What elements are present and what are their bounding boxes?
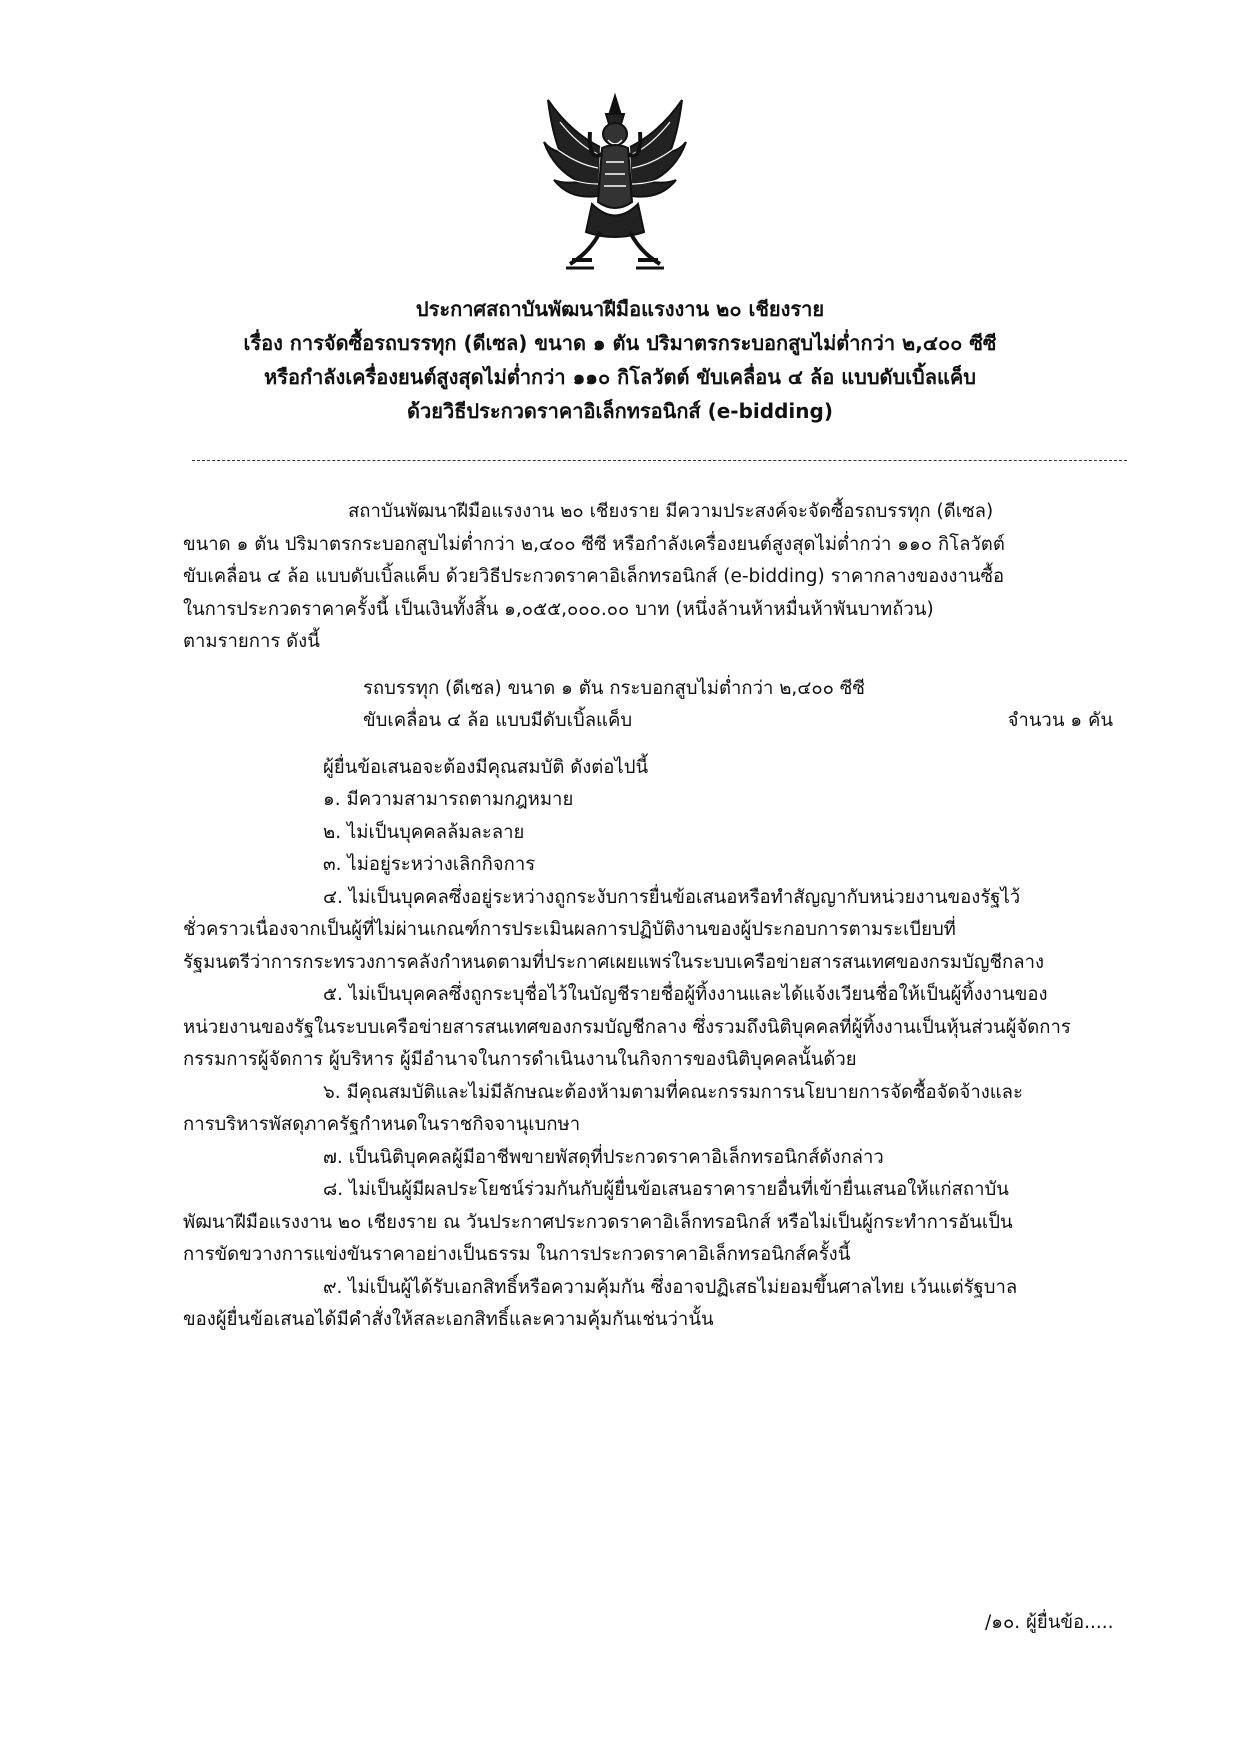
qualification-item: ๙. ไม่เป็นผู้ได้รับเอกสิทธิ์หรือความคุ้มกัน ซึ่งอาจปฏิเสธไม่ยอมขึ้นศาลไทย เว้นแต่รัฐบาล [323, 1276, 1018, 1298]
intro-line: ขับเคลื่อน ๔ ล้อ แบบดับเบิ้ลแค็บ ด้วยวิธีประกวดราคาอิเล็กทรอนิกส์ (e-bidding) ราคากลางของงานซื้อ [183, 566, 1005, 587]
qualification-item: พัฒนาฝีมือแรงงาน ๒๐ เชียงราย ณ วันประกาศประกวดราคาอิเล็กทรอนิกส์ หรือไม่เป็นผู้กระทำการอันเป็น [183, 1211, 1013, 1233]
intro-line: ตามรายการ ดังนี้ [183, 631, 320, 652]
title-line-2: เรื่อง การจัดซื้อรถบรรทุก (ดีเซล) ขนาด ๑ ตัน ปริมาตรกระบอกสูบไม่ต่ำกว่า ๒,๔๐๐ ซีซี [243, 331, 997, 355]
qualification-item: ๓. ไม่อยู่ระหว่างเลิกกิจการ [323, 854, 536, 875]
qualification-item: ๔. ไม่เป็นบุคคลซึ่งอยู่ระหว่างถูกระงับการยื่นข้อเสนอหรือทำสัญญากับหน่วยงานของรัฐไว้ [323, 886, 1021, 908]
intro-line: ในการประกวดราคาครั้งนี้ เป็นเงินทั้งสิ้น ๑,๐๕๕,๐๐๐.๐๐ บาท (หนึ่งล้านห้าหมื่นห้าพันบาทถ้วน) [183, 598, 934, 620]
title-line-1: ประกาศสถาบันพัฒนาฝีมือแรงงาน ๒๐ เชียงราย [415, 297, 825, 321]
title-line-3: หรือกำลังเครื่องยนต์สูงสุดไม่ต่ำกว่า ๑๑๐ กิโลวัตต์ ขับเคลื่อน ๔ ล้อ แบบดับเบิ้ลแค็บ [264, 365, 976, 389]
continuation-note: /๑๐. ผู้ยื่นข้อ..... [985, 1612, 1114, 1633]
qualification-item: ๘. ไม่เป็นผู้มีผลประโยชน์ร่วมกันกับผู้ยื่นข้อเสนอราคารายอื่นที่เข้ายื่นเสนอให้แก่สถาบัน [323, 1179, 1009, 1200]
qualification-item: ๑. มีความสามารถตามกฎหมาย [323, 789, 574, 810]
qualification-item: ๗. เป็นนิติบุคคลผู้มีอาชีพขายพัสดุที่ประกวดราคาอิเล็กทรอนิกส์ดังกล่าว [323, 1146, 884, 1168]
qualification-item: หน่วยงานของรัฐในระบบเครือข่ายสารสนเทศของกรมบัญชีกลาง ซึ่งรวมถึงนิติบุคคลที่ผู้ทิ้งงานเป็นหุ้นส่วนผู้จัดการ [183, 1016, 1071, 1038]
title-divider [192, 460, 1127, 461]
title-line-4: ด้วยวิธีประกวดราคาอิเล็กทรอนิกส์ (e-bidding) [407, 399, 833, 423]
item-description-2: ขับเคลื่อน ๔ ล้อ แบบมีดับเบิ้ลแค็บ [363, 710, 633, 731]
announcement-title [180, 292, 1060, 428]
qualification-item: การบริหารพัสดุภาครัฐกำหนดในราชกิจจานุเบกษา [183, 1114, 581, 1135]
qualification-item: การขัดขวางการแข่งขันราคาอย่างเป็นธรรม ในการประกวดราคาอิเล็กทรอนิกส์ครั้งนี้ [183, 1244, 851, 1265]
item-quantity: จำนวน ๑ คัน [1007, 710, 1113, 731]
qualification-item: ของผู้ยื่นข้อเสนอได้มีคำสั่งให้สละเอกสิทธิ์และความคุ้มกันเช่นว่านั้น [183, 1309, 714, 1330]
qualification-item: กรรมการผู้จัดการ ผู้บริหาร ผู้มีอำนาจในการดำเนินงานในกิจการของนิติบุคคลนั้นด้วย [183, 1049, 857, 1070]
qualification-item: ๕. ไม่เป็นบุคคลซึ่งถูกระบุชื่อไว้ในบัญชีรายชื่อผู้ทิ้งงานและได้แจ้งเวียนชื่อให้เป็นผู้ทิ้งงานของ [323, 984, 1048, 1005]
item-row [183, 705, 1133, 738]
qualification-item: ๖. มีคุณสมบัติและไม่มีลักษณะต้องห้ามตามที่คณะกรรมการนโยบายการจัดซื้อจัดจ้างและ [323, 1081, 1023, 1103]
qualification-item: รัฐมนตรีว่าการกระทรวงการคลังกำหนดตามที่ประกาศเผยแพร่ในระบบเครือข่ายสารสนเทศของกรมบัญชีกลาง [183, 951, 1044, 973]
qualification-item: ชั่วคราวเนื่องจากเป็นผู้ที่ไม่ผ่านเกณฑ์การประเมินผลการปฏิบัติงานของผู้ประกอบการตามระเบียบที่ [183, 919, 956, 940]
intro-line: สถาบันพัฒนาฝีมือแรงงาน ๒๐ เชียงราย มีความประสงค์จะจัดซื้อรถบรรทุก (ดีเซล) [348, 501, 994, 522]
qualification-item: ๒. ไม่เป็นบุคคลล้มละลาย [323, 821, 525, 843]
intro-line: ขนาด ๑ ตัน ปริมาตรกระบอกสูบไม่ต่ำกว่า ๒,๔๐๐ ซีซี หรือกำลังเครื่องยนต์สูงสุดไม่ต่ำกว่า ๑๑๐ กิโลวัตต์ [183, 533, 1005, 555]
garuda-emblem-icon [540, 92, 690, 272]
qualifications-heading: ผู้ยื่นข้อเสนอจะต้องมีคุณสมบัติ ดังต่อไปนี้ [323, 756, 649, 778]
item-description: รถบรรทุก (ดีเซล) ขนาด ๑ ตัน กระบอกสูบไม่ต่ำกว่า ๒,๔๐๐ ซีซี [363, 677, 865, 699]
announcement-body [183, 496, 1133, 1337]
